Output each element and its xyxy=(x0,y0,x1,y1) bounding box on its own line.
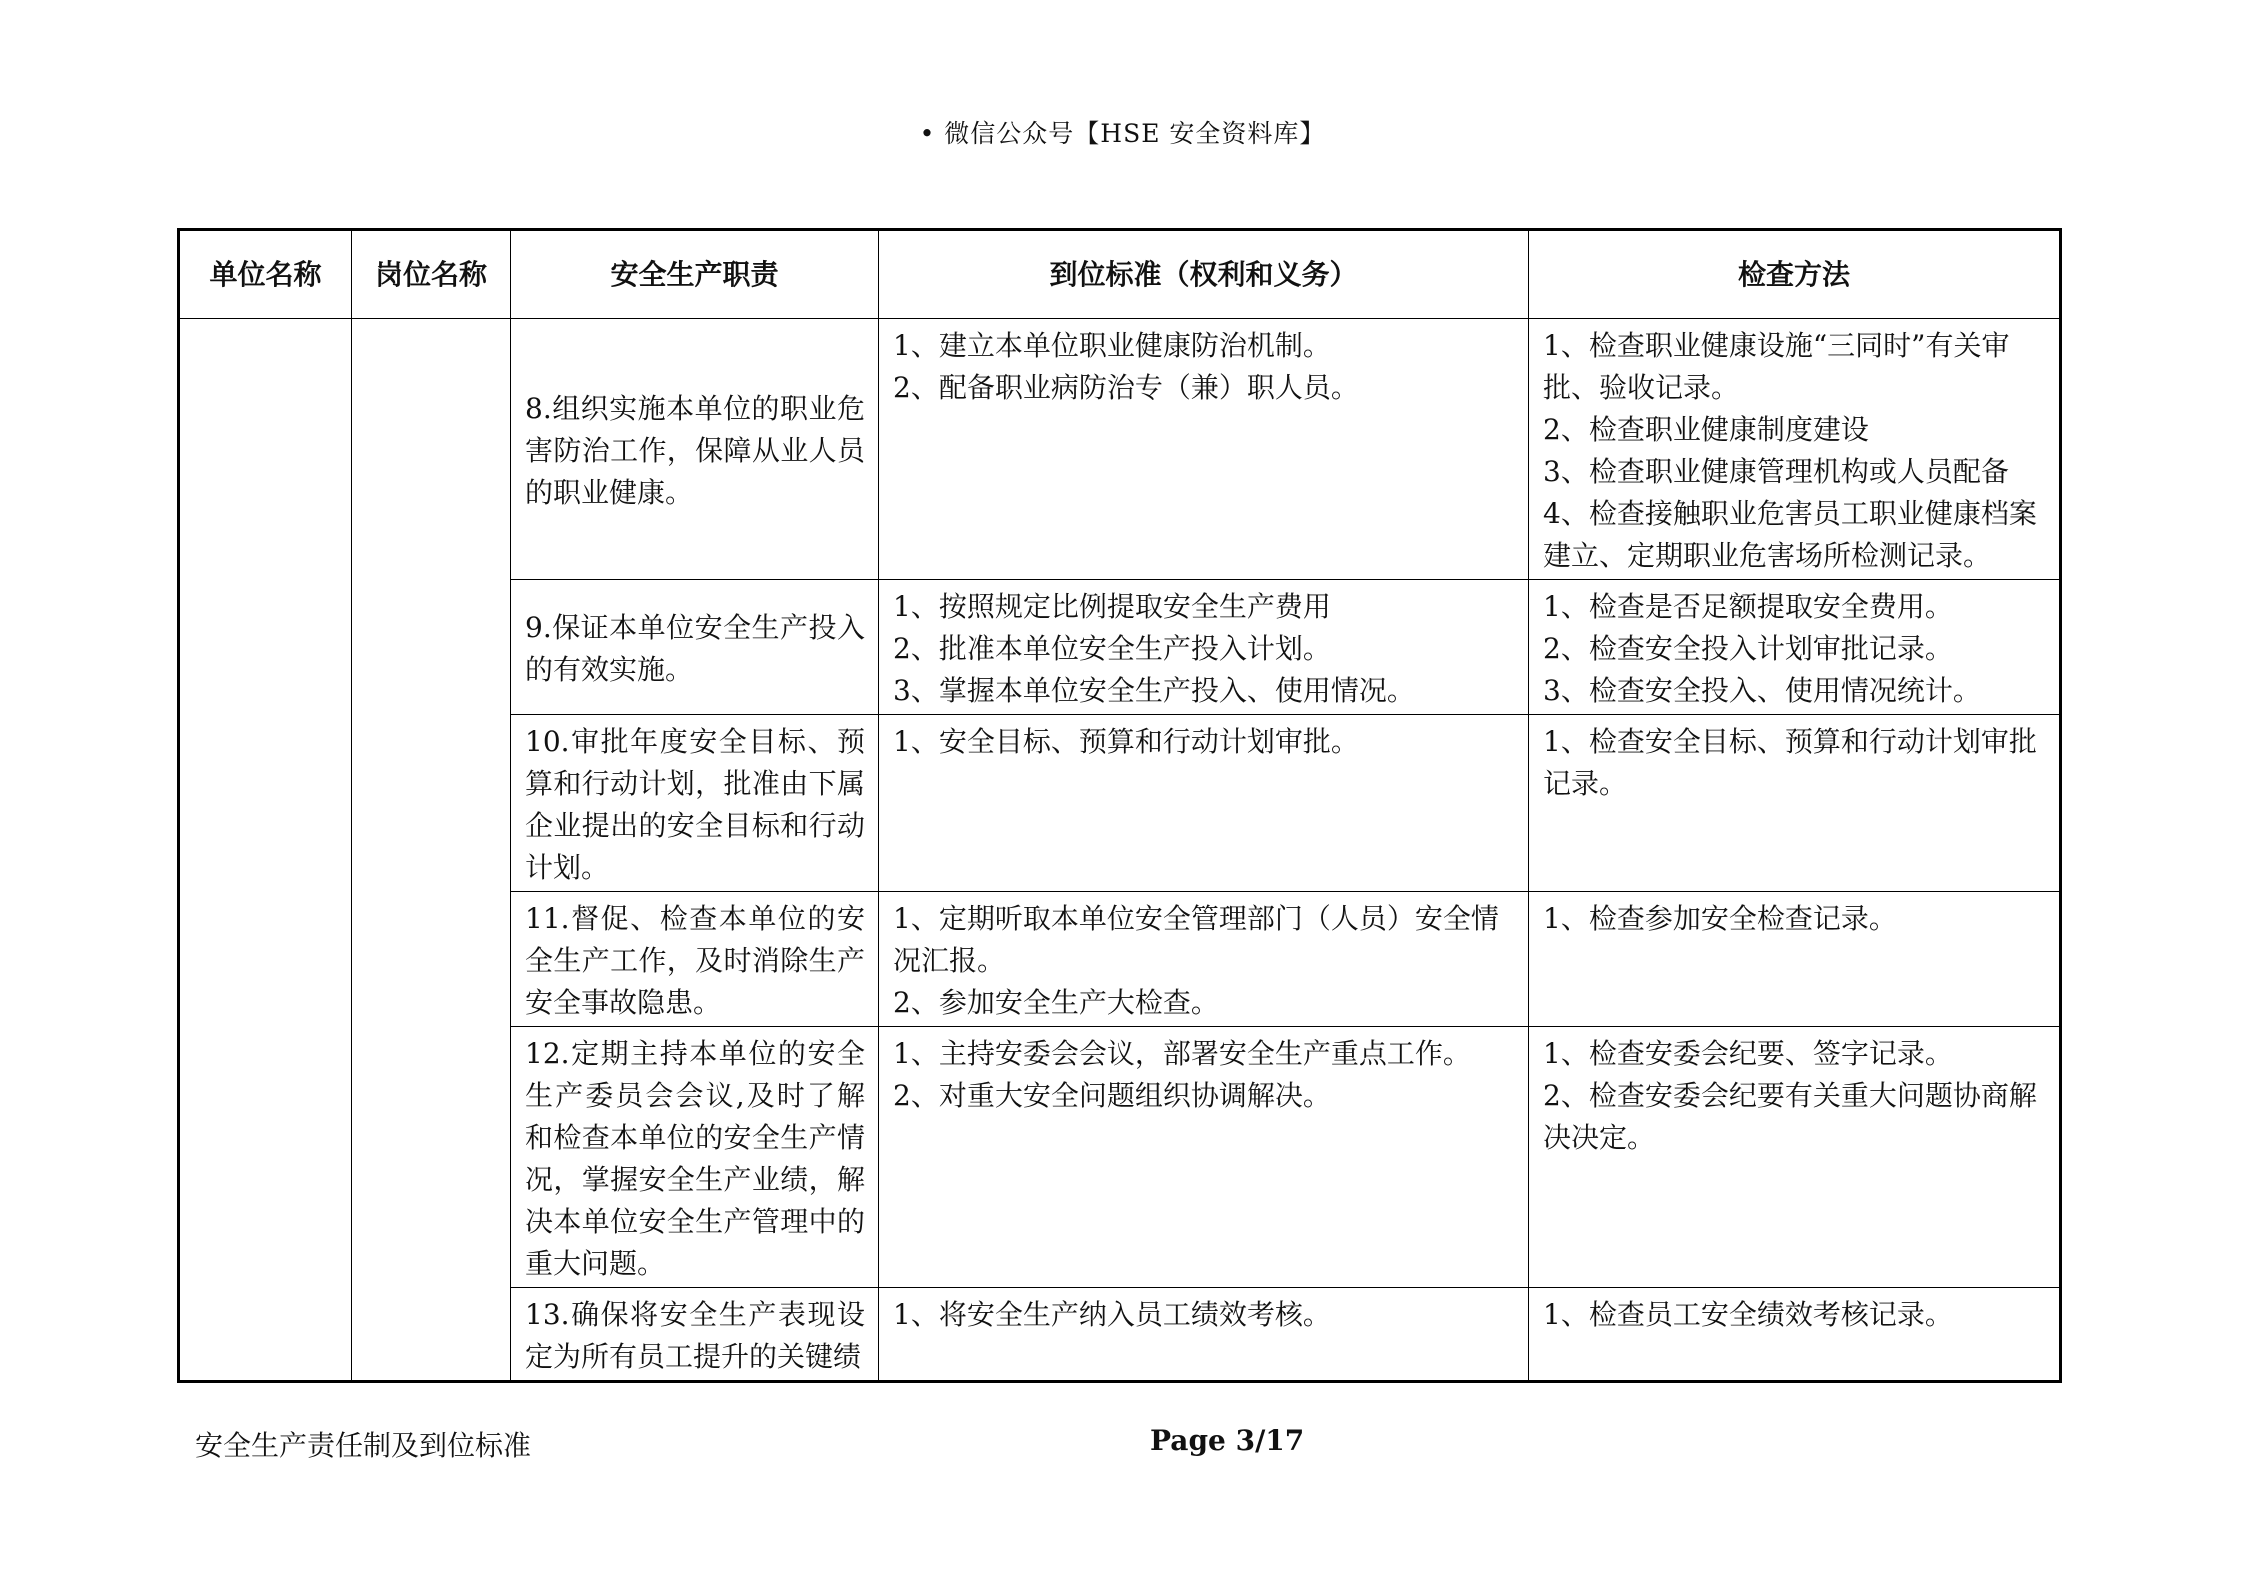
duty-cell: 10.审批年度安全目标、预算和行动计划，批准由下属企业提出的安全目标和行动计划。 xyxy=(511,715,879,892)
check-line: 2、检查职业健康制度建设 xyxy=(1543,413,1869,446)
check-line: 1、检查职业健康设施“三同时”有关审批、验收记录。 xyxy=(1543,329,2010,404)
check-cell xyxy=(1529,1027,2061,1288)
column-header-check: 检查方法 xyxy=(1529,230,2061,319)
table-row xyxy=(179,319,2061,580)
standard-line: 2、参加安全生产大检查。 xyxy=(893,986,1219,1019)
standard-line: 1、安全目标、预算和行动计划审批。 xyxy=(893,725,1359,758)
check-line: 3、检查职业健康管理机构或人员配备 xyxy=(1543,455,2009,488)
check-cell xyxy=(1529,580,2061,715)
standard-line: 2、配备职业病防治专（兼）职人员。 xyxy=(893,371,1359,404)
standard-cell xyxy=(879,319,1529,580)
check-line: 4、检查接触职业危害员工职业健康档案建立、定期职业危害场所检测记录。 xyxy=(1543,497,2037,572)
check-line: 3、检查安全投入、使用情况统计。 xyxy=(1543,674,1981,707)
position-cell xyxy=(352,319,511,1382)
standard-line: 1、将安全生产纳入员工绩效考核。 xyxy=(893,1298,1331,1331)
responsibility-table xyxy=(177,228,2062,1383)
check-line: 1、检查是否足额提取安全费用。 xyxy=(1543,590,1953,623)
check-line: 2、检查安委会纪要有关重大问题协商解决决定。 xyxy=(1543,1079,2037,1154)
standard-cell xyxy=(879,892,1529,1027)
standard-cell xyxy=(879,1288,1529,1382)
duty-cell: 11.督促、检查本单位的安全生产工作，及时消除生产安全事故隐患。 xyxy=(511,892,879,1027)
check-cell xyxy=(1529,715,2061,892)
unit-cell xyxy=(179,319,352,1382)
column-header-duty: 安全生产职责 xyxy=(511,230,879,319)
standard-line: 1、建立本单位职业健康防治机制。 xyxy=(893,329,1331,362)
standard-line: 1、定期听取本单位安全管理部门（人员）安全情况汇报。 xyxy=(893,902,1499,977)
column-header-standard: 到位标准（权利和义务） xyxy=(879,230,1529,319)
footer-page-number: Page 3/17 xyxy=(1150,1424,1305,1457)
check-line: 1、检查安委会纪要、签字记录。 xyxy=(1543,1037,1953,1070)
check-line: 1、检查安全目标、预算和行动计划审批记录。 xyxy=(1543,725,2037,800)
table-header-row xyxy=(179,230,2061,319)
check-cell xyxy=(1529,1288,2061,1382)
check-cell xyxy=(1529,892,2061,1027)
duty-cell: 12.定期主持本单位的安全生产委员会会议,及时了解和检查本单位的安全生产情况，掌握安全生产业绩，解决本单位安全生产管理中的重大问题。 xyxy=(511,1027,879,1288)
footer-document-title: 安全生产责任制及到位标准 xyxy=(195,1429,532,1462)
column-header-unit: 单位名称 xyxy=(179,230,352,319)
column-header-position: 岗位名称 xyxy=(352,230,511,319)
standard-cell xyxy=(879,715,1529,892)
duty-cell: 8.组织实施本单位的职业危害防治工作，保障从业人员的职业健康。 xyxy=(511,319,879,580)
check-line: 2、检查安全投入计划审批记录。 xyxy=(1543,632,1953,665)
duty-cell: 9.保证本单位安全生产投入的有效实施。 xyxy=(511,580,879,715)
page-header: • 微信公众号【HSE 安全资料库】 xyxy=(919,119,1326,148)
duty-cell: 13.确保将安全生产表现设定为所有员工提升的关键绩 xyxy=(511,1288,879,1382)
check-line: 1、检查参加安全检查记录。 xyxy=(1543,902,1897,935)
standard-line: 3、掌握本单位安全生产投入、使用情况。 xyxy=(893,674,1415,707)
check-cell xyxy=(1529,319,2061,580)
check-line: 1、检查员工安全绩效考核记录。 xyxy=(1543,1298,1953,1331)
standard-line: 1、主持安委会会议，部署安全生产重点工作。 xyxy=(893,1037,1471,1070)
standard-cell xyxy=(879,1027,1529,1288)
standard-line: 2、批准本单位安全生产投入计划。 xyxy=(893,632,1331,665)
standard-line: 2、对重大安全问题组织协调解决。 xyxy=(893,1079,1331,1112)
standard-line: 1、按照规定比例提取安全生产费用 xyxy=(893,590,1331,623)
standard-cell xyxy=(879,580,1529,715)
